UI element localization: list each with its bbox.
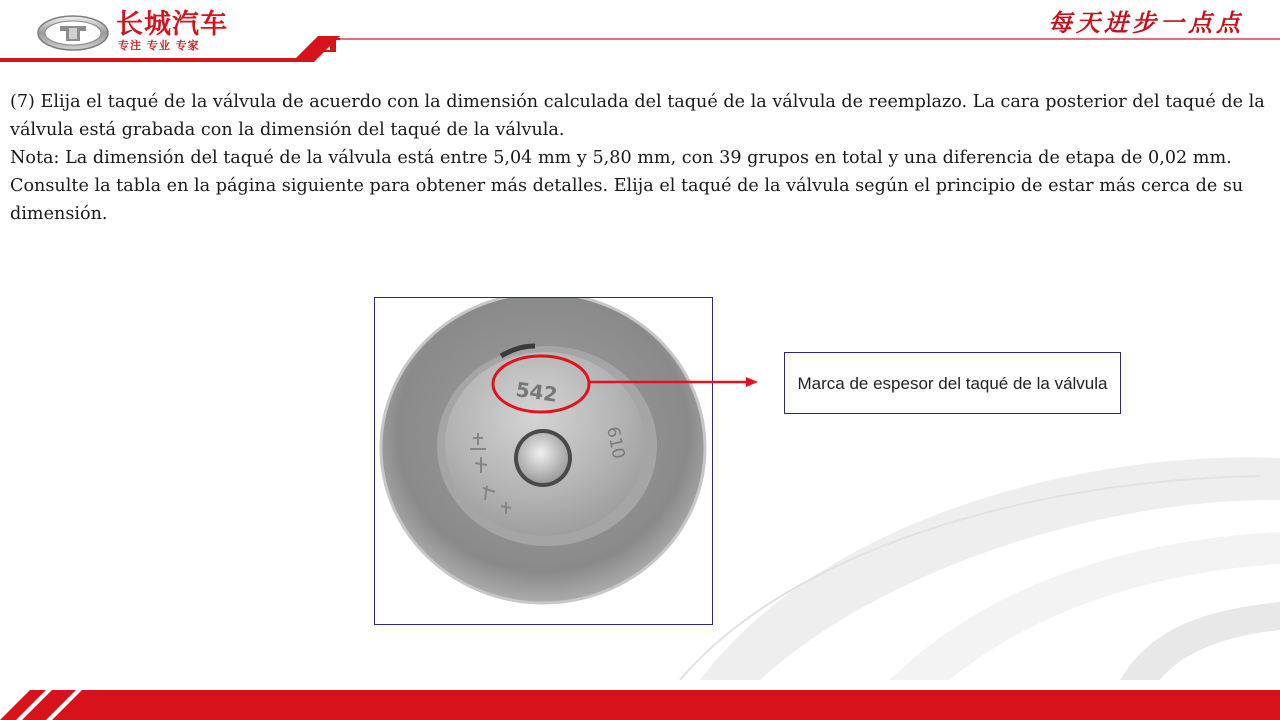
slide-header (0, 0, 1280, 62)
instruction-text (10, 88, 1265, 228)
engraved-thickness-number: 542 (514, 377, 559, 407)
great-wall-logo-icon (36, 14, 110, 52)
callout-label: Marca de espesor del taqué de la válvula (797, 373, 1108, 393)
thickness-mark-callout (784, 352, 1121, 414)
tappet-illustration (375, 298, 712, 624)
paragraph-step-7: (7) Elija el taqué de la válvula de acuerdo con la dimensión calculada del taqué de la válvula de reemplazo. La cara posterior del taqué de la válvula está grabada con la dimensión del taqué de la válvula. (10, 92, 1265, 140)
brand-title: 长城汽车 (116, 9, 228, 40)
brand-subtitle: 专注 专业 专家 (118, 39, 200, 52)
footer-stripe (0, 688, 1280, 720)
slogan: 每天进步一点点 (1048, 8, 1244, 37)
engraved-side-marking: 610 (602, 424, 629, 461)
paragraph-note: Nota: La dimensión del taqué de la válvula está entre 5,04 mm y 5,80 mm, con 39 grupos en total y una diferencia de etapa de 0,02 mm. Consulte la tabla en la página siguiente para obtener más detalles. Elija el taqué de la válvula según el principio de estar más cerca de su dimensión. (10, 148, 1244, 224)
tappet-photo (374, 297, 713, 625)
callout-arrow-icon (590, 372, 760, 392)
